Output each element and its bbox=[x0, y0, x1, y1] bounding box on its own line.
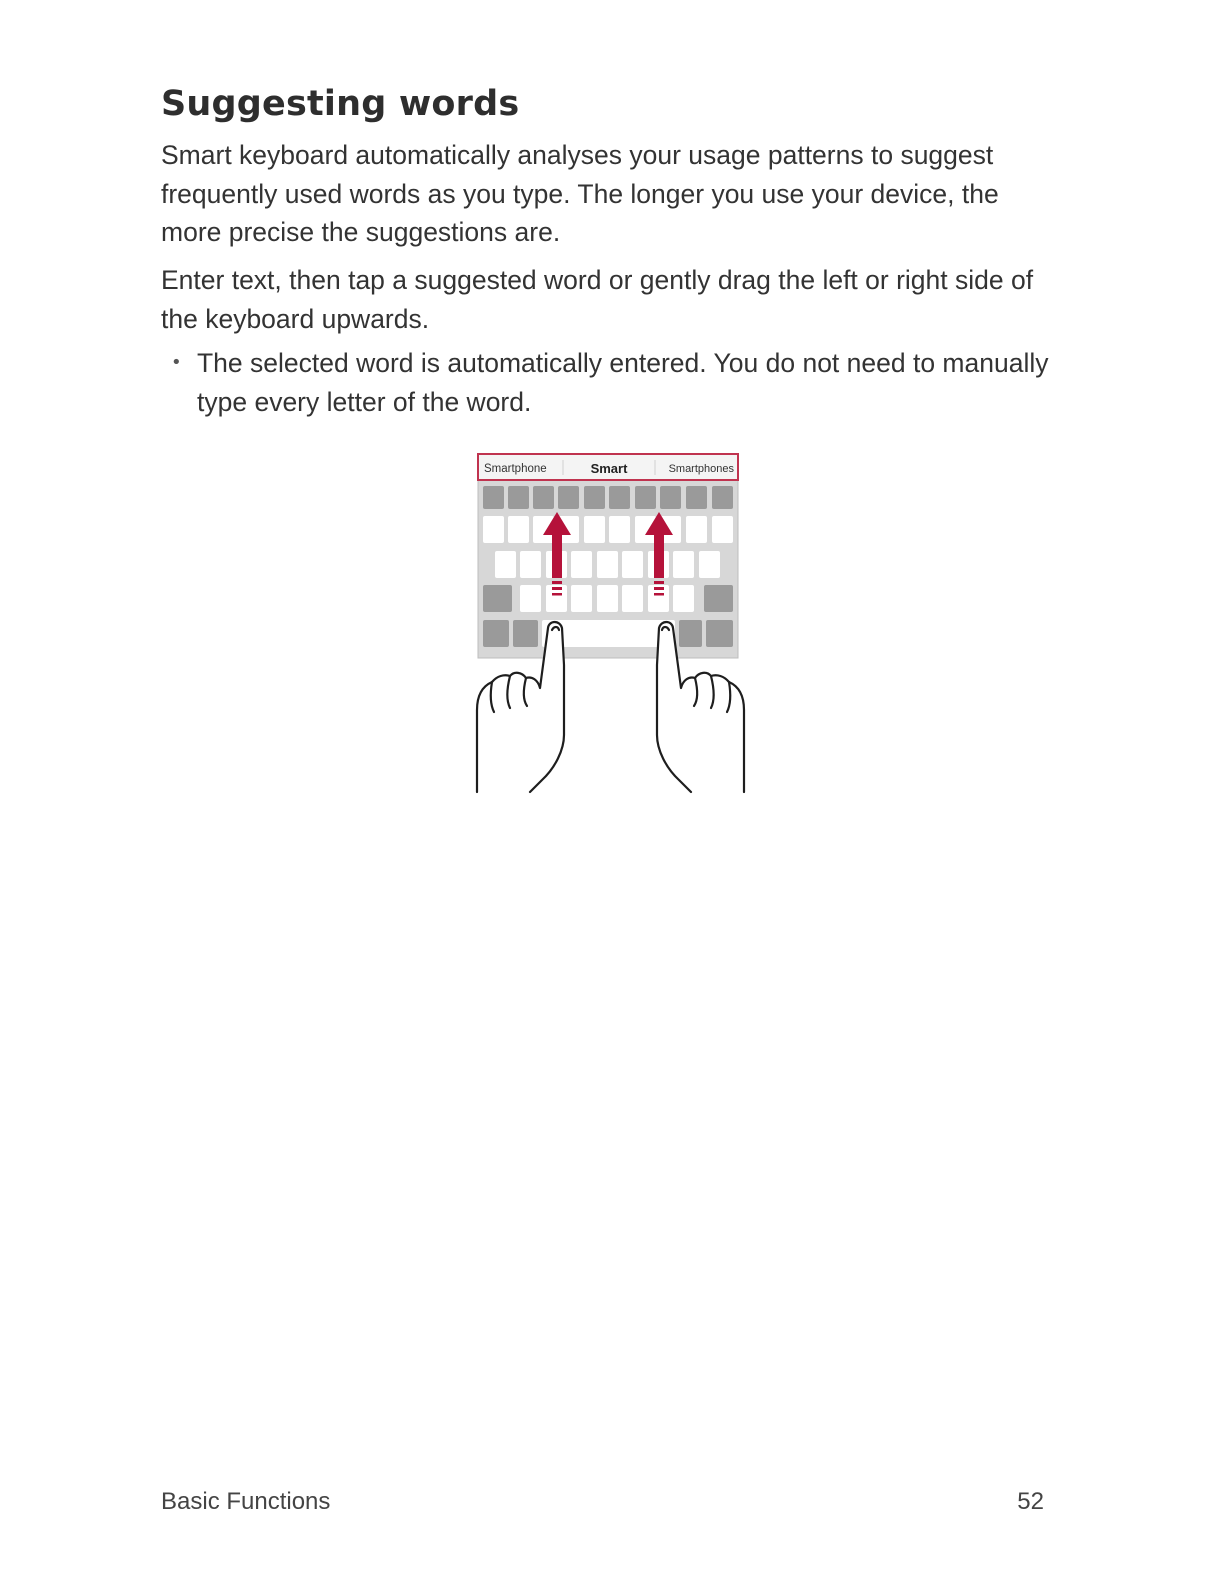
footer-section-name: Basic Functions bbox=[161, 1488, 331, 1515]
bullet-text: The selected word is automatically entered. You do not need to manually type every letter of the word. bbox=[197, 348, 1049, 417]
bullet-dot-icon: • bbox=[171, 352, 182, 373]
keyboard-illustration bbox=[470, 450, 760, 799]
suggestion-left: Smartphone bbox=[484, 463, 547, 475]
page-title: Suggesting words bbox=[161, 84, 520, 124]
paragraph-intro: Smart keyboard automatically analyses your usage patterns to suggest frequently used words as you type. The longer you use your device, the more precise the suggestions are. bbox=[161, 140, 999, 247]
suggestion-center: Smart bbox=[590, 461, 628, 476]
key-row-3 bbox=[495, 551, 720, 578]
suggestion-right: Smartphones bbox=[668, 463, 734, 475]
key-row-5 bbox=[483, 620, 733, 647]
footer-page-number: 52 bbox=[1017, 1488, 1044, 1515]
keyboard-swipe-figure bbox=[470, 450, 760, 795]
paragraph-instructions: Enter text, then tap a suggested word or gently drag the left or right side of the keyboard upwards. bbox=[161, 265, 1034, 334]
